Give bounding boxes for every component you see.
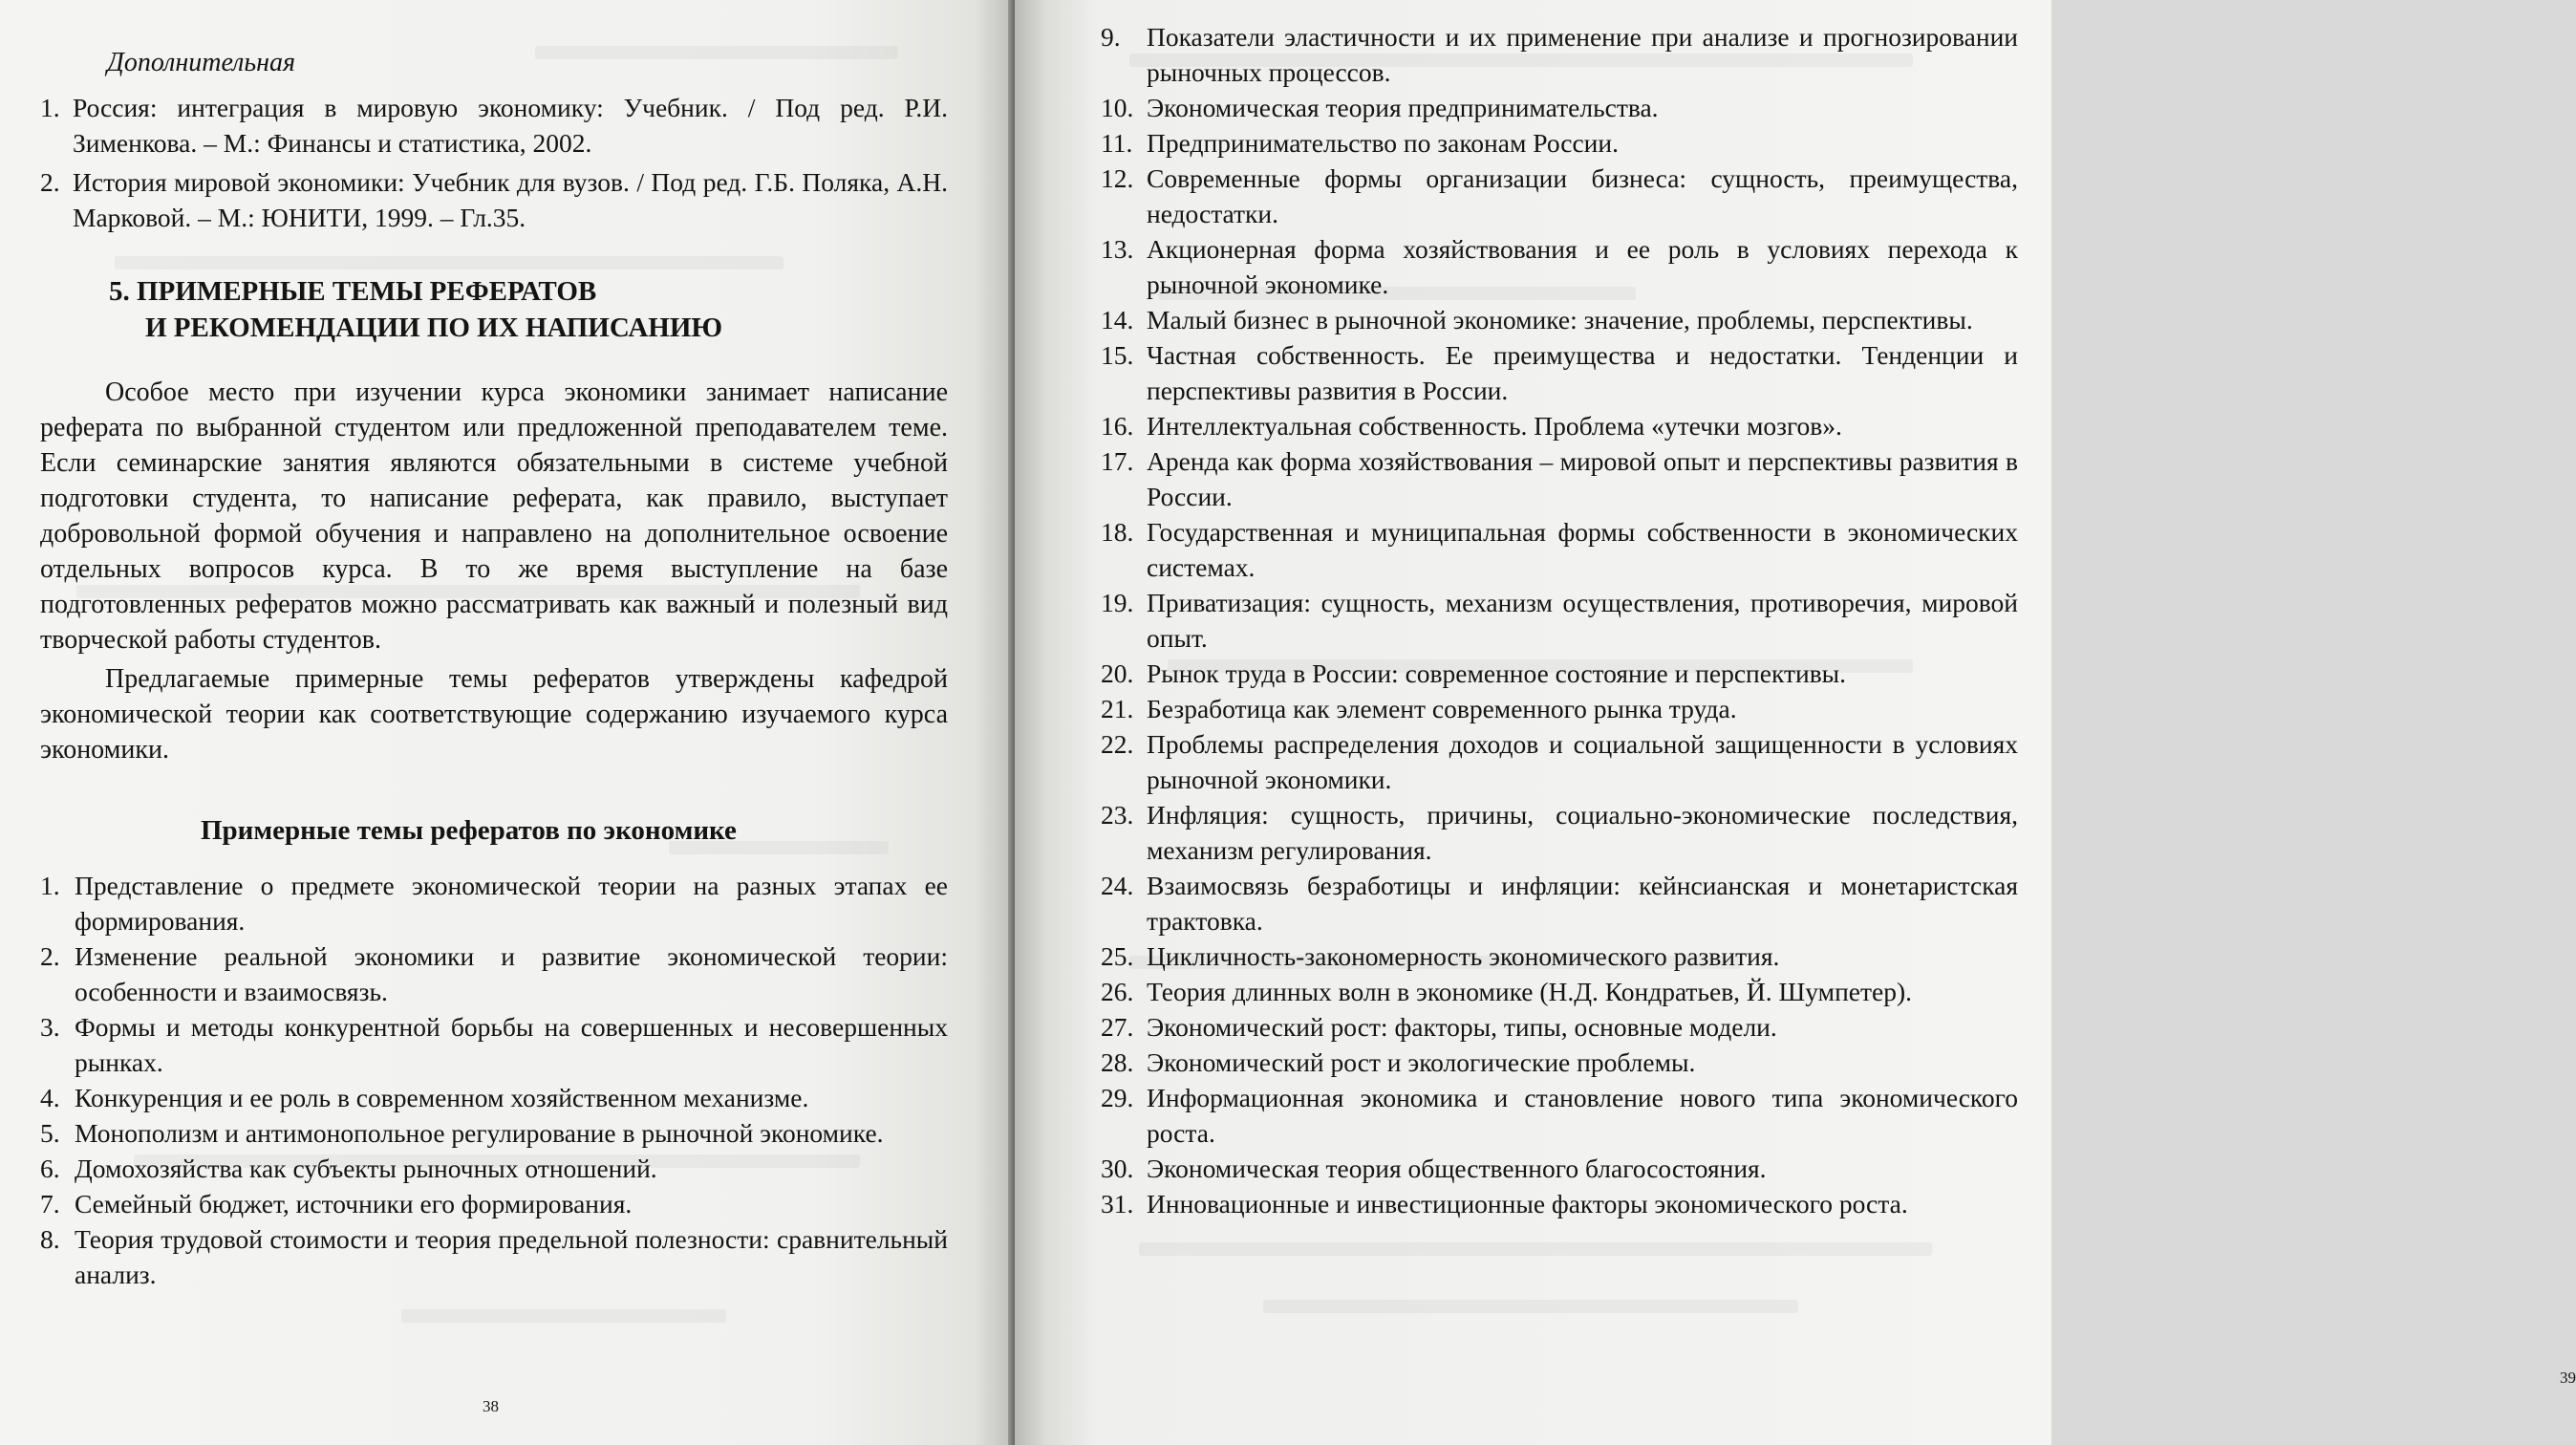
topic-item bbox=[1101, 1045, 2018, 1080]
section-title bbox=[109, 273, 948, 346]
topic-number: 22. bbox=[1101, 729, 1134, 759]
topic-item bbox=[1101, 1080, 2018, 1151]
topics-list-right bbox=[1101, 19, 2018, 1221]
topic-number: 16. bbox=[1101, 411, 1134, 441]
topic-item bbox=[40, 1186, 948, 1221]
topics-list-left bbox=[40, 868, 948, 1292]
topic-item bbox=[1101, 1186, 2018, 1221]
topic-item bbox=[1101, 19, 2018, 90]
topic-number: 28. bbox=[1101, 1047, 1134, 1077]
topic-number: 26. bbox=[1101, 977, 1134, 1006]
right-page bbox=[1015, 0, 2576, 1445]
topic-number: 17. bbox=[1101, 446, 1134, 476]
topic-item bbox=[1101, 974, 2018, 1009]
topic-item bbox=[40, 1115, 948, 1151]
topic-item bbox=[1101, 868, 2018, 938]
topic-text: Экономический рост и экологические проблемы. bbox=[1147, 1047, 1696, 1077]
topic-text: Приватизация: сущность, механизм осуществления, противоречия, мировой опыт. bbox=[1147, 588, 2018, 653]
topic-text: Семейный бюджет, источники его формирования. bbox=[75, 1189, 633, 1219]
topic-item bbox=[1101, 231, 2018, 302]
topic-item bbox=[1101, 443, 2018, 514]
topic-item bbox=[40, 868, 948, 938]
topic-item bbox=[40, 1221, 948, 1292]
topic-item bbox=[1101, 1009, 2018, 1045]
topic-number: 4. bbox=[40, 1083, 60, 1112]
topic-number: 12. bbox=[1101, 163, 1134, 193]
topic-number: 29. bbox=[1101, 1083, 1134, 1112]
topic-text: Конкуренция и ее роль в современном хозяйственном механизме. bbox=[75, 1083, 809, 1112]
topic-text: Теория длинных волн в экономике (Н.Д. Кондратьев, Й. Шумпетер). bbox=[1147, 977, 1913, 1006]
topic-text: Теория трудовой стоимости и теория предельной полезности: сравнительный анализ. bbox=[75, 1224, 948, 1289]
topic-number: 15. bbox=[1101, 340, 1134, 370]
topic-item bbox=[1101, 161, 2018, 231]
topic-text: Информационная экономика и становление нового типа экономического роста. bbox=[1147, 1083, 2018, 1148]
topic-text: Взаимосвязь безработицы и инфляции: кейнсианская и монетаристская трактовка. bbox=[1147, 871, 2018, 936]
topic-text: Цикличность-закономерность экономического развития. bbox=[1147, 941, 1780, 971]
topic-text: Безработица как элемент современного рынка труда. bbox=[1147, 694, 1737, 723]
left-page bbox=[0, 0, 1015, 1445]
topic-item bbox=[40, 938, 948, 1009]
section-title-line-1: 5. ПРИМЕРНЫЕ ТЕМЫ РЕФЕРАТОВ bbox=[109, 276, 597, 307]
topic-text: Проблемы распределения доходов и социальной защищенности в условиях рыночной экономики. bbox=[1147, 729, 2018, 794]
topic-number: 19. bbox=[1101, 588, 1134, 617]
topic-item bbox=[1101, 302, 2018, 337]
topic-number: 25. bbox=[1101, 941, 1134, 971]
topic-item bbox=[1101, 1151, 2018, 1186]
topic-number: 2. bbox=[40, 941, 60, 971]
topic-item bbox=[1101, 90, 2018, 125]
reference-list bbox=[40, 90, 948, 235]
topic-number: 18. bbox=[1101, 517, 1134, 547]
topic-text: Современные формы организации бизнеса: сущность, преимущества, недостатки. bbox=[1147, 163, 2018, 228]
page-number-left: 38 bbox=[483, 1397, 499, 1415]
topic-text: Акционерная форма хозяйствования и ее роль в условиях перехода к рыночной экономике. bbox=[1147, 234, 2018, 299]
topic-text: Формы и методы конкурентной борьбы на совершенных и несовершенных рынках. bbox=[75, 1012, 948, 1077]
topic-number: 9. bbox=[1101, 22, 1121, 52]
topic-text: Интеллектуальная собственность. Проблема «утечки мозгов». bbox=[1147, 411, 1842, 441]
reference-number: 2. bbox=[40, 167, 60, 197]
right-page-content bbox=[1101, 19, 2018, 1221]
reference-item bbox=[40, 164, 948, 235]
topic-text: Инфляция: сущность, причины, социально-экономические последствия, механизм регулирования. bbox=[1147, 800, 2018, 865]
topic-text: Рынок труда в России: современное состояние и перспективы. bbox=[1147, 658, 1847, 688]
topic-item bbox=[1101, 337, 2018, 408]
topics-list-title: Примерные темы рефератов по экономике bbox=[201, 815, 737, 846]
left-page-content bbox=[40, 38, 948, 1292]
topic-number: 24. bbox=[1101, 871, 1134, 900]
topic-item bbox=[1101, 514, 2018, 585]
topic-text: Аренда как форма хозяйствования – мировой опыт и перспективы развития в России. bbox=[1147, 446, 2018, 511]
topic-number: 21. bbox=[1101, 694, 1134, 723]
reference-text: Россия: интеграция в мировую экономику: Учебник. / Под ред. Р.И. Зименкова. – М.: Финансы и статистика, 2002. bbox=[73, 93, 948, 158]
topic-number: 10. bbox=[1101, 93, 1134, 122]
topic-text: Экономическая теория общественного благосостояния. bbox=[1147, 1154, 1767, 1183]
topic-item bbox=[1101, 656, 2018, 691]
reference-number: 1. bbox=[40, 93, 60, 122]
topic-text: Изменение реальной экономики и развитие экономической теории: особенности и взаимосвязь. bbox=[75, 941, 948, 1006]
page-number-right: 39 bbox=[2560, 1369, 2576, 1387]
reference-item bbox=[40, 90, 948, 161]
topic-number: 8. bbox=[40, 1224, 60, 1254]
topic-number: 6. bbox=[40, 1154, 60, 1183]
topic-item bbox=[1101, 726, 2018, 797]
topic-number: 27. bbox=[1101, 1012, 1134, 1042]
topic-text: Экономический рост: факторы, типы, основные модели. bbox=[1147, 1012, 1777, 1042]
topic-number: 13. bbox=[1101, 234, 1134, 264]
topic-item bbox=[1101, 408, 2018, 443]
topic-number: 23. bbox=[1101, 800, 1134, 830]
topic-text: Показатели эластичности и их применение при анализе и прогнозировании рыночных процессов. bbox=[1147, 22, 2018, 87]
topic-text: Государственная и муниципальная формы собственности в экономических системах. bbox=[1147, 517, 2018, 582]
topic-number: 11. bbox=[1101, 128, 1133, 158]
additional-literature-heading: Дополнительная bbox=[107, 48, 296, 77]
topic-item bbox=[1101, 691, 2018, 726]
topics-approval-paragraph: Предлагаемые примерные темы рефератов утверждены кафедрой экономической теории как соответствующие содержанию изучаемого курса экономики. bbox=[40, 664, 948, 765]
reference-text: История мировой экономики: Учебник для вузов. / Под ред. Г.Б. Поляка, А.Н. Марковой. – М.: ЮНИТИ, 1999. – Гл.35. bbox=[73, 167, 948, 232]
topic-item bbox=[1101, 125, 2018, 161]
topic-number: 20. bbox=[1101, 658, 1134, 688]
topic-number: 14. bbox=[1101, 305, 1134, 334]
topic-number: 30. bbox=[1101, 1154, 1134, 1183]
topic-item bbox=[40, 1009, 948, 1080]
topic-text: Предпринимательство по законам России. bbox=[1147, 128, 1619, 158]
topic-item bbox=[40, 1080, 948, 1115]
topic-item bbox=[1101, 797, 2018, 868]
intro-paragraph: Особое место при изучении курса экономики занимает написание реферата по выбранной студентом или предложенной преподавателем теме. Если семинарские занятия являются обязательными в системе учебной подготовки студента, то написание реферата, как правило, выступает добровольной формой обучения и направлено на дополнительное освоение отдельных вопросов курса. В то же время выступление на базе подготовленных рефератов можно рассматривать как важный и полезный вид творческой работы студентов. bbox=[40, 377, 948, 655]
topic-number: 5. bbox=[40, 1118, 60, 1148]
topic-text: Монополизм и антимонопольное регулирование в рыночной экономике. bbox=[75, 1118, 884, 1148]
topic-text: Частная собственность. Ее преимущества и недостатки. Тенденции и перспективы развития в России. bbox=[1147, 340, 2018, 405]
topic-item bbox=[40, 1151, 948, 1186]
topic-number: 7. bbox=[40, 1189, 60, 1219]
topic-item bbox=[1101, 585, 2018, 656]
topic-number: 1. bbox=[40, 871, 60, 900]
topic-item bbox=[1101, 938, 2018, 974]
topic-text: Экономическая теория предпринимательства. bbox=[1147, 93, 1659, 122]
topic-text: Малый бизнес в рыночной экономике: значение, проблемы, перспективы. bbox=[1147, 305, 1973, 334]
topic-number: 3. bbox=[40, 1012, 60, 1042]
topic-text: Представление о предмете экономической теории на разных этапах ее формирования. bbox=[75, 871, 948, 936]
topic-text: Домохозяйства как субъекты рыночных отношений. bbox=[75, 1154, 657, 1183]
topic-text: Инновационные и инвестиционные факторы экономического роста. bbox=[1147, 1189, 1908, 1219]
section-title-line-2: И РЕКОМЕНДАЦИИ ПО ИХ НАПИСАНИЮ bbox=[145, 313, 723, 343]
topic-number: 31. bbox=[1101, 1189, 1134, 1219]
